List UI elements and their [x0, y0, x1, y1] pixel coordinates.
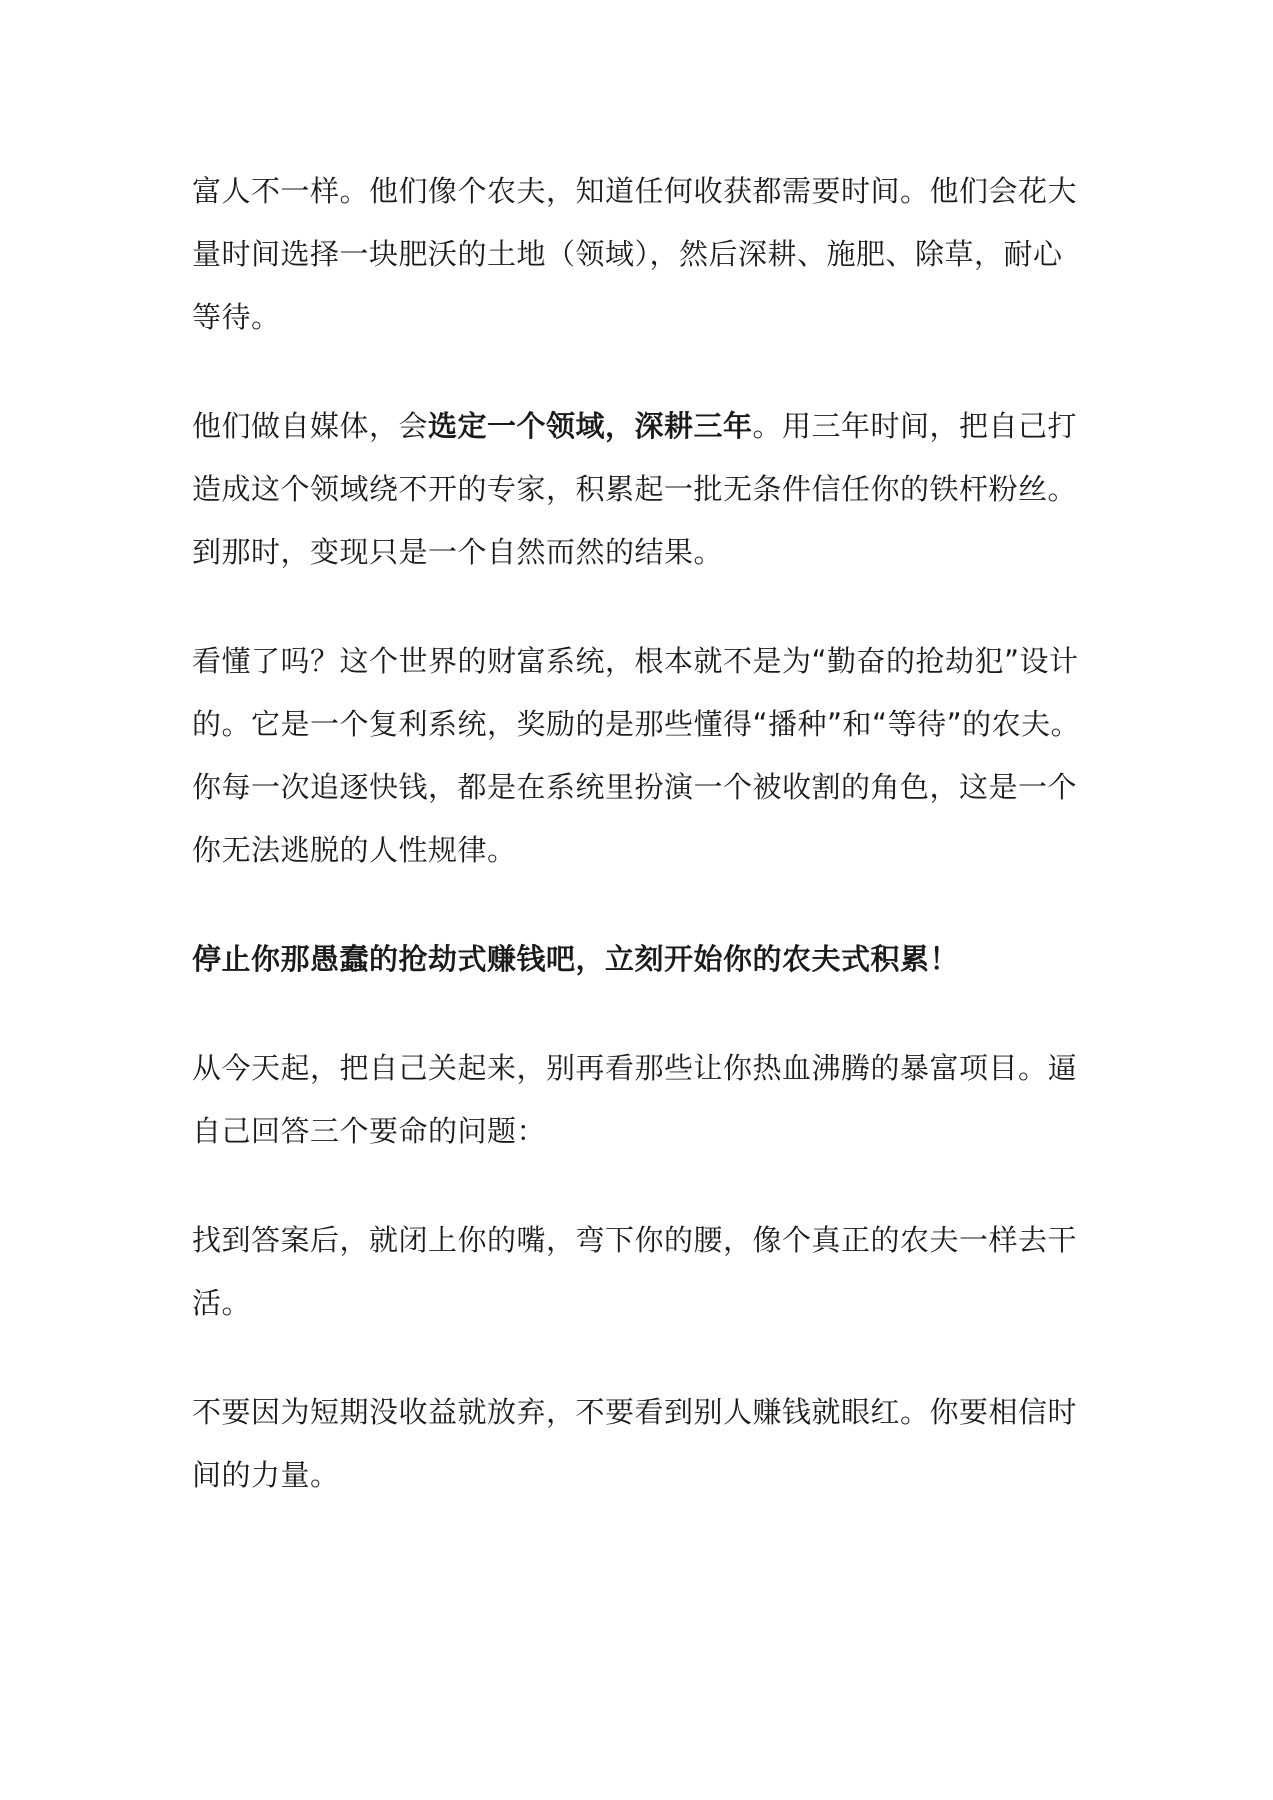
document-body — [192, 160, 1082, 1553]
paragraph-self-media — [192, 395, 1082, 584]
paragraph-text: 从今天起，把自己关起来，别再看那些让你热血沸腾的暴富项目。逼自己回答三个要命的问题： — [192, 1051, 1078, 1148]
paragraph-text: 富人不一样。他们像个农夫，知道任何收获都需要时间。他们会花大量时间选择一块肥沃的土地（领域），然后深耕、施肥、除草，耐心等待。 — [192, 174, 1078, 334]
paragraph-three-questions — [192, 1037, 1082, 1163]
paragraph-wealth-system — [192, 630, 1082, 882]
paragraph-text: 看懂了吗？这个世界的财富系统，根本就不是为“勤奋的抢劫犯”设计的。它是一个复利系统，奖励的是那些懂得“播种”和“等待”的农夫。你每一次追逐快钱，都是在系统里扮演一个被收割的角色，这是一个你无法逃脱的人性规律。 — [192, 644, 1081, 867]
paragraph-farmer-analogy — [192, 160, 1082, 349]
paragraph-text: 不要因为短期没收益就放弃，不要看到别人赚钱就眼红。你要相信时间的力量。 — [192, 1395, 1078, 1492]
paragraph-text: 他们做自媒体，会 — [192, 409, 429, 443]
paragraph-trust-time — [192, 1381, 1082, 1507]
emphasis-text: 选定一个领域，深耕三年 — [428, 409, 753, 443]
paragraph-text: 找到答案后，就闭上你的嘴，弯下你的腰，像个真正的农夫一样去干活。 — [192, 1223, 1078, 1320]
paragraph-text: 。用三年时间，把自己打造成这个领域绕不开的专家，积累起一批无条件信任你的铁杆粉丝。到那时，变现只是一个自然而然的结果。 — [192, 409, 1078, 569]
emphasis-text: 停止你那愚蠢的抢劫式赚钱吧，立刻开始你的农夫式积累！ — [192, 942, 960, 976]
paragraph-call-to-action — [192, 928, 1082, 991]
paragraph-get-to-work — [192, 1209, 1082, 1335]
